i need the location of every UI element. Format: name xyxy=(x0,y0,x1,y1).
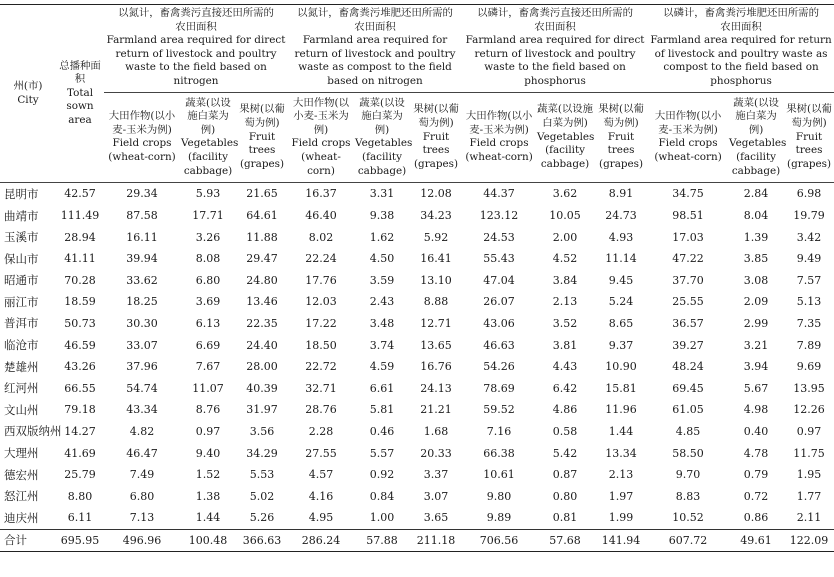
value-cell: 6.42 xyxy=(552,381,578,395)
field-crops-header: 大田作物(以小麦-玉米为例) Field crops (wheat-corn) xyxy=(462,92,536,183)
value-cell: 1.00 xyxy=(369,511,395,525)
value-cell: 8.80 xyxy=(67,489,93,503)
value-cell: 6.80 xyxy=(195,273,221,287)
value-cell: 1.99 xyxy=(608,511,634,525)
value-cell: 1.44 xyxy=(195,511,221,525)
value-cell: 16.76 xyxy=(420,360,452,374)
value-cell: 11.75 xyxy=(793,446,825,460)
value-cell: 12.03 xyxy=(305,295,337,309)
value-cell: 4.86 xyxy=(552,403,578,417)
value-cell: 87.58 xyxy=(126,209,158,223)
value-cell: 6.98 xyxy=(796,187,822,201)
value-cell: 4.57 xyxy=(308,468,334,482)
table-row xyxy=(0,464,834,486)
value-cell: 7.57 xyxy=(796,273,822,287)
value-cell: 9.70 xyxy=(675,468,701,482)
value-cell: 10.52 xyxy=(672,511,704,525)
value-cell: 100.48 xyxy=(180,529,236,552)
value-cell: 13.34 xyxy=(605,446,637,460)
value-cell: 59.52 xyxy=(483,403,515,417)
value-cell: 33.07 xyxy=(126,338,158,352)
value-cell: 3.42 xyxy=(796,230,822,244)
city-cell: 昆明市 xyxy=(4,186,39,201)
subheader-row xyxy=(0,92,834,183)
value-cell: 1.62 xyxy=(369,230,395,244)
value-cell: 25.55 xyxy=(672,295,704,309)
value-cell: 10.05 xyxy=(549,209,581,223)
total-row xyxy=(0,529,834,552)
value-cell: 18.25 xyxy=(126,295,158,309)
table-row xyxy=(0,226,834,248)
value-cell: 496.96 xyxy=(104,529,180,552)
field-crops-header: 大田作物(以小麦-玉米为例) Field crops (wheat-corn) xyxy=(104,92,180,183)
value-cell: 18.50 xyxy=(305,338,337,352)
value-cell: 39.94 xyxy=(126,252,158,266)
field-crops-header: 大田作物(以小麦-玉米为例) Field crops (wheat-corn) xyxy=(648,92,728,183)
value-cell: 8.83 xyxy=(675,489,701,503)
value-cell: 64.61 xyxy=(246,209,278,223)
city-cell: 丽江市 xyxy=(4,294,39,309)
city-cell: 合计 xyxy=(0,529,56,552)
value-cell: 1.68 xyxy=(423,424,449,438)
value-cell: 17.71 xyxy=(192,209,224,223)
value-cell: 4.95 xyxy=(308,511,334,525)
group-header-nitrogen-direct: 以氮计，畜禽粪污直接还田所需的 农田面积 Farmland area required for direct return of livestock and poultry waste to the field based on nitrogen xyxy=(104,5,288,93)
value-cell: 43.06 xyxy=(483,316,515,330)
value-cell: 0.97 xyxy=(796,424,822,438)
value-cell: 50.73 xyxy=(64,316,96,330)
vegetables-header: 蔬菜(以设施白菜为例) Vegetables (facility cabbage) xyxy=(536,92,594,183)
value-cell: 37.96 xyxy=(126,360,158,374)
table-row xyxy=(0,421,834,443)
value-cell: 9.38 xyxy=(369,209,395,223)
value-cell: 22.35 xyxy=(246,316,278,330)
value-cell: 34.29 xyxy=(246,446,278,460)
table-row xyxy=(0,205,834,227)
value-cell: 13.10 xyxy=(420,273,452,287)
value-cell: 1.44 xyxy=(608,424,634,438)
value-cell: 17.76 xyxy=(305,273,337,287)
value-cell: 2.11 xyxy=(796,511,822,525)
value-cell: 13.95 xyxy=(793,381,825,395)
vegetables-header: 蔬菜(以设施白菜为例) Vegetables (facility cabbage) xyxy=(728,92,784,183)
value-cell: 3.37 xyxy=(423,468,449,482)
value-cell: 1.77 xyxy=(796,489,822,503)
value-cell: 21.21 xyxy=(420,403,452,417)
value-cell: 9.49 xyxy=(796,252,822,266)
value-cell: 3.81 xyxy=(552,338,578,352)
value-cell: 3.08 xyxy=(743,273,769,287)
value-cell: 24.73 xyxy=(605,209,637,223)
value-cell: 3.65 xyxy=(423,511,449,525)
value-cell: 3.69 xyxy=(195,295,221,309)
value-cell: 41.69 xyxy=(64,446,96,460)
value-cell: 0.86 xyxy=(743,511,769,525)
value-cell: 6.69 xyxy=(195,338,221,352)
value-cell: 3.48 xyxy=(369,316,395,330)
value-cell: 8.91 xyxy=(608,187,634,201)
value-cell: 22.72 xyxy=(305,360,337,374)
table-row xyxy=(0,313,834,335)
value-cell: 5.93 xyxy=(195,187,221,201)
value-cell: 11.96 xyxy=(605,403,637,417)
value-cell: 0.87 xyxy=(552,468,578,482)
value-cell: 37.70 xyxy=(672,273,704,287)
city-cell: 普洱市 xyxy=(4,316,39,331)
value-cell: 3.31 xyxy=(369,187,395,201)
city-cell: 曲靖市 xyxy=(4,208,39,223)
value-cell: 46.63 xyxy=(483,338,515,352)
value-cell: 12.26 xyxy=(793,403,825,417)
value-cell: 1.95 xyxy=(796,468,822,482)
value-cell: 21.65 xyxy=(246,187,278,201)
value-cell: 57.88 xyxy=(354,529,410,552)
value-cell: 5.42 xyxy=(552,446,578,460)
city-cell: 楚雄州 xyxy=(4,359,39,374)
value-cell: 15.81 xyxy=(605,381,637,395)
table-row xyxy=(0,356,834,378)
value-cell: 12.08 xyxy=(420,187,452,201)
value-cell: 44.37 xyxy=(483,187,515,201)
city-cell: 迪庆州 xyxy=(4,510,39,525)
value-cell: 79.18 xyxy=(64,403,96,417)
city-cell: 昭通市 xyxy=(4,273,39,288)
value-cell: 46.40 xyxy=(305,209,337,223)
value-cell: 2.09 xyxy=(743,295,769,309)
fruit-trees-header: 果树(以葡萄为例) Fruit trees (grapes) xyxy=(784,92,834,183)
value-cell: 43.26 xyxy=(64,360,96,374)
value-cell: 0.72 xyxy=(743,489,769,503)
value-cell: 2.13 xyxy=(552,295,578,309)
city-header: 州(市) City xyxy=(0,5,56,183)
value-cell: 2.84 xyxy=(743,187,769,201)
value-cell: 5.13 xyxy=(796,295,822,309)
table-row xyxy=(0,291,834,313)
value-cell: 24.40 xyxy=(246,338,278,352)
table-row xyxy=(0,334,834,356)
value-cell: 13.65 xyxy=(420,338,452,352)
table-body xyxy=(0,183,834,552)
value-cell: 2.00 xyxy=(552,230,578,244)
value-cell: 3.59 xyxy=(369,273,395,287)
value-cell: 28.94 xyxy=(64,230,96,244)
city-cell: 西双版纳州 xyxy=(4,424,62,439)
city-cell: 临沧市 xyxy=(4,338,39,353)
fruit-trees-header: 果树(以葡萄为例) Fruit trees (grapes) xyxy=(236,92,288,183)
value-cell: 5.57 xyxy=(369,446,395,460)
value-cell: 54.74 xyxy=(126,381,158,395)
value-cell: 2.28 xyxy=(308,424,334,438)
value-cell: 111.49 xyxy=(60,209,100,223)
value-cell: 0.92 xyxy=(369,468,395,482)
value-cell: 6.80 xyxy=(129,489,155,503)
group-header-nitrogen-compost: 以氮计，畜禽粪污堆肥还田所需的 农田面积 Farmland area required for return of livestock and poultry waste as compost to the field based on nitrogen xyxy=(288,5,462,93)
value-cell: 18.59 xyxy=(64,295,96,309)
total-sown-area-header: 总播种面积 Total sown area xyxy=(56,5,104,183)
city-cell: 文山州 xyxy=(4,402,39,417)
value-cell: 25.79 xyxy=(64,468,96,482)
value-cell: 7.49 xyxy=(129,468,155,482)
city-cell: 红河州 xyxy=(4,381,39,396)
value-cell: 9.40 xyxy=(195,446,221,460)
table-row xyxy=(0,485,834,507)
value-cell: 24.13 xyxy=(420,381,452,395)
value-cell: 1.39 xyxy=(743,230,769,244)
value-cell: 8.02 xyxy=(308,230,334,244)
value-cell: 0.80 xyxy=(552,489,578,503)
value-cell: 8.88 xyxy=(423,295,449,309)
value-cell: 24.53 xyxy=(483,230,515,244)
value-cell: 7.13 xyxy=(129,511,155,525)
value-cell: 10.61 xyxy=(483,468,515,482)
value-cell: 3.07 xyxy=(423,489,449,503)
value-cell: 6.13 xyxy=(195,316,221,330)
value-cell: 11.88 xyxy=(246,230,278,244)
value-cell: 30.30 xyxy=(126,316,158,330)
value-cell: 20.33 xyxy=(420,446,452,460)
value-cell: 0.81 xyxy=(552,511,578,525)
value-cell: 98.51 xyxy=(672,209,704,223)
value-cell: 2.43 xyxy=(369,295,395,309)
value-cell: 9.69 xyxy=(796,360,822,374)
value-cell: 3.74 xyxy=(369,338,395,352)
value-cell: 7.16 xyxy=(486,424,512,438)
value-cell: 0.79 xyxy=(743,468,769,482)
value-cell: 8.76 xyxy=(195,403,221,417)
value-cell: 706.56 xyxy=(462,529,536,552)
value-cell: 5.81 xyxy=(369,403,395,417)
value-cell: 17.22 xyxy=(305,316,337,330)
value-cell: 33.62 xyxy=(126,273,158,287)
value-cell: 4.59 xyxy=(369,360,395,374)
farmland-area-table xyxy=(0,4,834,552)
value-cell: 1.38 xyxy=(195,489,221,503)
value-cell: 70.28 xyxy=(64,273,96,287)
city-cell: 玉溪市 xyxy=(4,230,39,245)
value-cell: 48.24 xyxy=(672,360,704,374)
value-cell: 7.89 xyxy=(796,338,822,352)
fruit-trees-header: 果树(以葡萄为例) Fruit trees (grapes) xyxy=(410,92,462,183)
value-cell: 4.52 xyxy=(552,252,578,266)
table-row xyxy=(0,270,834,292)
value-cell: 122.09 xyxy=(784,529,834,552)
value-cell: 22.24 xyxy=(305,252,337,266)
value-cell: 607.72 xyxy=(648,529,728,552)
value-cell: 66.55 xyxy=(64,381,96,395)
value-cell: 0.46 xyxy=(369,424,395,438)
value-cell: 0.97 xyxy=(195,424,221,438)
value-cell: 5.24 xyxy=(608,295,634,309)
value-cell: 211.18 xyxy=(410,529,462,552)
value-cell: 5.67 xyxy=(743,381,769,395)
value-cell: 1.97 xyxy=(608,489,634,503)
value-cell: 41.11 xyxy=(64,252,96,266)
value-cell: 27.55 xyxy=(305,446,337,460)
group-header-phosphorus-direct: 以磷计，畜禽粪污直接还田所需的 农田面积 Farmland area required for direct return of livestock and poultry waste to the field based on phosphorus xyxy=(462,5,648,93)
value-cell: 43.34 xyxy=(126,403,158,417)
value-cell: 11.14 xyxy=(605,252,637,266)
value-cell: 58.50 xyxy=(672,446,704,460)
value-cell: 17.03 xyxy=(672,230,704,244)
value-cell: 16.11 xyxy=(126,230,158,244)
value-cell: 28.00 xyxy=(246,360,278,374)
value-cell: 3.94 xyxy=(743,360,769,374)
value-cell: 4.98 xyxy=(743,403,769,417)
value-cell: 46.59 xyxy=(64,338,96,352)
value-cell: 366.63 xyxy=(236,529,288,552)
field-crops-header: 大田作物(以小麦-玉米为例) Field crops (wheat-corn) xyxy=(288,92,354,183)
table-row xyxy=(0,377,834,399)
city-cell: 保山市 xyxy=(4,251,39,266)
value-cell: 695.95 xyxy=(56,529,104,552)
value-cell: 4.82 xyxy=(129,424,155,438)
value-cell: 16.41 xyxy=(420,252,452,266)
value-cell: 8.04 xyxy=(743,209,769,223)
value-cell: 12.71 xyxy=(420,316,452,330)
value-cell: 3.56 xyxy=(249,424,275,438)
vegetables-header: 蔬菜(以设施白菜为例) Vegetables (facility cabbage) xyxy=(354,92,410,183)
value-cell: 6.11 xyxy=(67,511,93,525)
value-cell: 8.65 xyxy=(608,316,634,330)
value-cell: 11.07 xyxy=(192,381,224,395)
value-cell: 29.34 xyxy=(126,187,158,201)
value-cell: 66.38 xyxy=(483,446,515,460)
value-cell: 19.79 xyxy=(793,209,825,223)
group-header-phosphorus-compost: 以磷计，畜禽粪污堆肥还田所需的 农田面积 Farmland area required for return of livestock and poultry waste as compost to the field based on phosphorus xyxy=(648,5,834,93)
value-cell: 5.53 xyxy=(249,468,275,482)
value-cell: 55.43 xyxy=(483,252,515,266)
value-cell: 7.67 xyxy=(195,360,221,374)
table-row xyxy=(0,183,834,205)
value-cell: 42.57 xyxy=(64,187,96,201)
value-cell: 13.46 xyxy=(246,295,278,309)
value-cell: 4.50 xyxy=(369,252,395,266)
value-cell: 54.26 xyxy=(483,360,515,374)
city-cell: 德宏州 xyxy=(4,467,39,482)
value-cell: 57.68 xyxy=(536,529,594,552)
value-cell: 4.78 xyxy=(743,446,769,460)
value-cell: 29.47 xyxy=(246,252,278,266)
table-row xyxy=(0,399,834,421)
value-cell: 32.71 xyxy=(305,381,337,395)
fruit-trees-header: 果树(以葡萄为例) Fruit trees (grapes) xyxy=(594,92,648,183)
value-cell: 6.61 xyxy=(369,381,395,395)
value-cell: 4.93 xyxy=(608,230,634,244)
value-cell: 40.39 xyxy=(246,381,278,395)
value-cell: 2.13 xyxy=(608,468,634,482)
value-cell: 39.27 xyxy=(672,338,704,352)
value-cell: 9.80 xyxy=(486,489,512,503)
value-cell: 8.08 xyxy=(195,252,221,266)
value-cell: 28.76 xyxy=(305,403,337,417)
value-cell: 286.24 xyxy=(288,529,354,552)
value-cell: 0.40 xyxy=(743,424,769,438)
value-cell: 3.26 xyxy=(195,230,221,244)
value-cell: 9.45 xyxy=(608,273,634,287)
value-cell: 46.47 xyxy=(126,446,158,460)
value-cell: 3.21 xyxy=(743,338,769,352)
value-cell: 0.84 xyxy=(369,489,395,503)
value-cell: 47.04 xyxy=(483,273,515,287)
table-row xyxy=(0,248,834,270)
value-cell: 47.22 xyxy=(672,252,704,266)
value-cell: 26.07 xyxy=(483,295,515,309)
city-cell: 怒江州 xyxy=(4,489,39,504)
value-cell: 69.45 xyxy=(672,381,704,395)
value-cell: 3.62 xyxy=(552,187,578,201)
value-cell: 4.43 xyxy=(552,360,578,374)
value-cell: 3.52 xyxy=(552,316,578,330)
vegetables-header: 蔬菜(以设施白菜为例) Vegetables (facility cabbage) xyxy=(180,92,236,183)
value-cell: 34.75 xyxy=(672,187,704,201)
value-cell: 5.02 xyxy=(249,489,275,503)
value-cell: 5.26 xyxy=(249,511,275,525)
value-cell: 14.27 xyxy=(64,424,96,438)
table-row xyxy=(0,507,834,529)
value-cell: 9.37 xyxy=(608,338,634,352)
value-cell: 34.23 xyxy=(420,209,452,223)
value-cell: 2.99 xyxy=(743,316,769,330)
value-cell: 1.52 xyxy=(195,468,221,482)
value-cell: 4.85 xyxy=(675,424,701,438)
value-cell: 10.90 xyxy=(605,360,637,374)
value-cell: 5.92 xyxy=(423,230,449,244)
value-cell: 9.89 xyxy=(486,511,512,525)
value-cell: 3.84 xyxy=(552,273,578,287)
value-cell: 61.05 xyxy=(672,403,704,417)
value-cell: 123.12 xyxy=(479,209,519,223)
value-cell: 16.37 xyxy=(305,187,337,201)
value-cell: 4.16 xyxy=(308,489,334,503)
value-cell: 78.69 xyxy=(483,381,515,395)
value-cell: 7.35 xyxy=(796,316,822,330)
value-cell: 36.57 xyxy=(672,316,704,330)
value-cell: 24.80 xyxy=(246,273,278,287)
value-cell: 0.58 xyxy=(552,424,578,438)
table-header xyxy=(0,5,834,183)
value-cell: 141.94 xyxy=(594,529,648,552)
value-cell: 49.61 xyxy=(728,529,784,552)
city-cell: 大理州 xyxy=(4,446,39,461)
value-cell: 3.85 xyxy=(743,252,769,266)
table-row xyxy=(0,442,834,464)
value-cell: 31.97 xyxy=(246,403,278,417)
